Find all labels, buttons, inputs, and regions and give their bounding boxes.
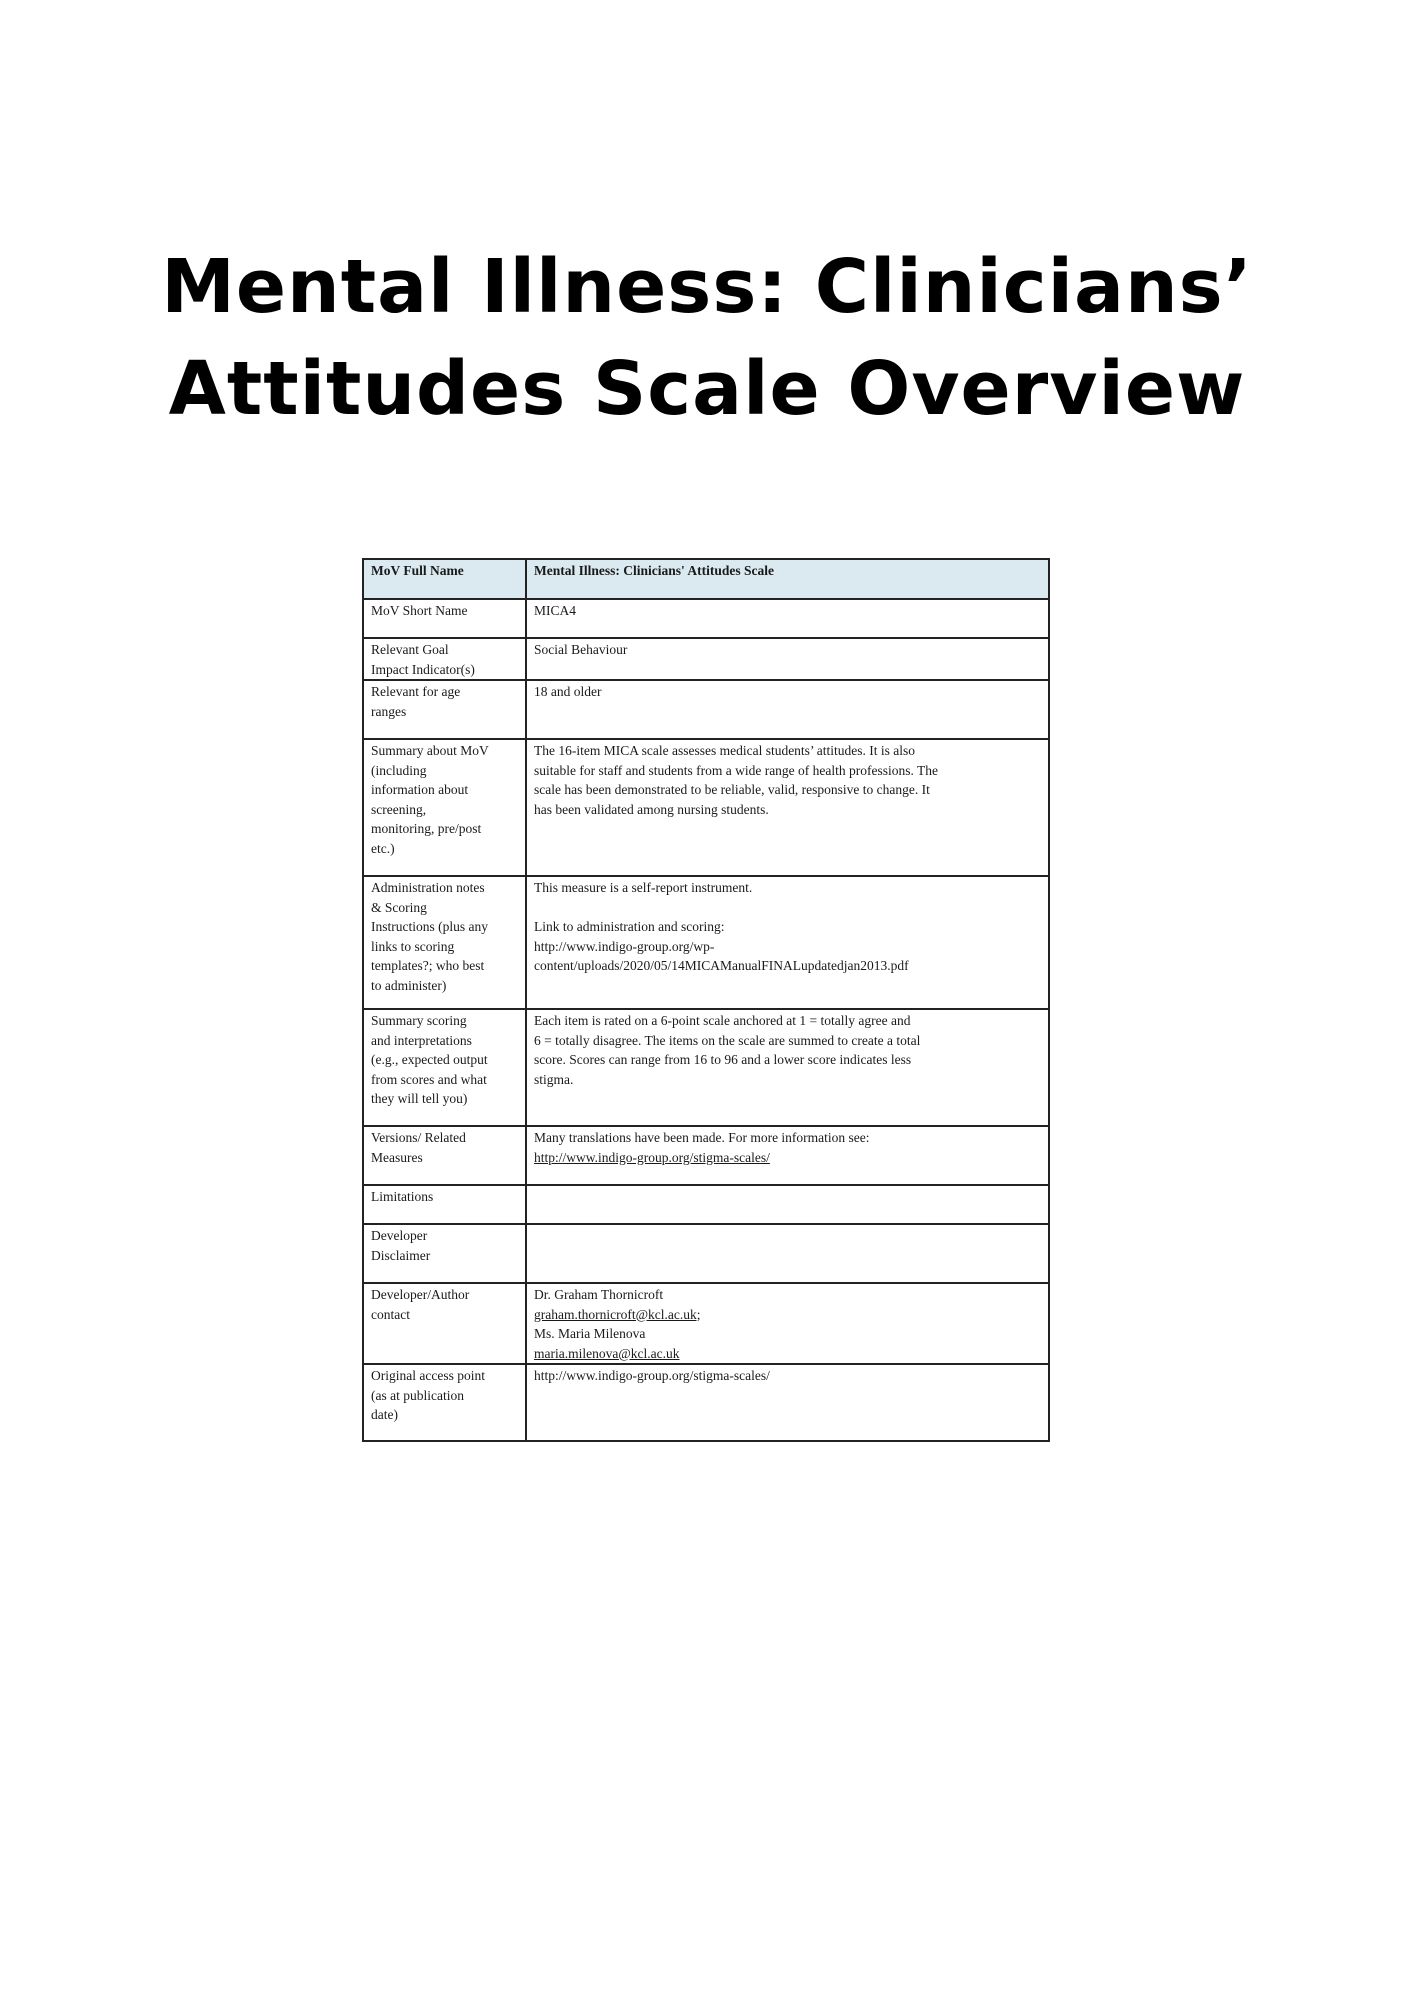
manual-url-line-2[interactable]: content/uploads/2020/05/14MICAManualFINALupdatedjan2013.pdf: [534, 958, 909, 973]
page-title-line-1: Mental Illness: Clinicians’: [161, 244, 1253, 330]
row-label: Developer/Author contact: [363, 1283, 526, 1364]
row-value: Social Behaviour: [526, 638, 1049, 680]
row-value: 18 and older: [526, 680, 1049, 739]
contact-name: Ms. Maria Milenova: [534, 1326, 646, 1341]
table-row-summary-about-mov: [363, 739, 1049, 876]
spacer: [534, 898, 1042, 918]
row-label: Administration notes & Scoring Instructions (plus any links to scoring templates?; who best to administer): [363, 876, 526, 1009]
row-value: Many translations have been made. For more information see: http://www.indigo-group.org/stigma-scales/: [526, 1126, 1049, 1185]
row-value: The 16-item MICA scale assesses medical students’ attitudes. It is also suitable for staff and students from a wide range of health professions. The scale has been demonstrated to be reliable, valid, responsive to change. It has been validated among nursing students.: [526, 739, 1049, 876]
contact-email-link[interactable]: graham.thornicroft@kcl.ac.uk;: [534, 1306, 701, 1322]
row-value: Each item is rated on a 6-point scale anchored at 1 = totally agree and 6 = totally disagree. The items on the scale are summed to create a total score. Scores can range from 16 to 96 and a lower score indicates less stigma.: [526, 1009, 1049, 1126]
stigma-scales-link[interactable]: http://www.indigo-group.org/stigma-scales/: [534, 1149, 770, 1165]
row-label: Developer Disclaimer: [363, 1224, 526, 1283]
row-label: Versions/ Related Measures: [363, 1126, 526, 1185]
table-row-administration-notes: [363, 876, 1049, 1009]
row-label: Relevant for age ranges: [363, 680, 526, 739]
table-row-author-contact: [363, 1283, 1049, 1364]
table-row-mov-full-name: [363, 559, 1049, 599]
mov-overview-table: [362, 558, 1050, 1442]
table-row-age-ranges: [363, 680, 1049, 739]
row-label: MoV Short Name: [363, 599, 526, 638]
row-label: Summary scoring and interpretations (e.g., expected output from scores and what they will tell you): [363, 1009, 526, 1126]
row-label: Limitations: [363, 1185, 526, 1224]
row-label: Summary about MoV (including information about screening, monitoring, pre/post etc.): [363, 739, 526, 876]
access-point-url[interactable]: http://www.indigo-group.org/stigma-scales/: [534, 1368, 770, 1383]
row-value-empty: [526, 1185, 1049, 1224]
table-row-goal-impact-indicator: [363, 638, 1049, 680]
row-label: Relevant Goal Impact Indicator(s): [363, 638, 526, 680]
contact-name: Dr. Graham Thornicroft: [534, 1287, 664, 1302]
table-row-original-access-point: [363, 1364, 1049, 1441]
page-title-line-2: Attitudes Scale Overview: [168, 346, 1246, 432]
table-row-summary-scoring: [363, 1009, 1049, 1126]
table-row-versions: [363, 1126, 1049, 1185]
manual-url-line-1[interactable]: http://www.indigo-group.org/wp-: [534, 938, 715, 954]
row-label: MoV Full Name: [363, 559, 526, 599]
row-value: [526, 1364, 1049, 1441]
page-title: [0, 236, 1414, 440]
row-label: Original access point (as at publication date): [363, 1364, 526, 1441]
row-value: Mental Illness: Clinicians' Attitudes Scale: [526, 559, 1049, 599]
table-row-developer-disclaimer: [363, 1224, 1049, 1283]
contact-email-link[interactable]: maria.milenova@kcl.ac.uk: [534, 1345, 680, 1361]
row-value-empty: [526, 1224, 1049, 1283]
row-value: [526, 1283, 1049, 1364]
table-row-limitations: [363, 1185, 1049, 1224]
table-row-mov-short-name: [363, 599, 1049, 638]
row-value: MICA4: [526, 599, 1049, 638]
row-value: This measure is a self-report instrument. Link to administration and scoring: http://www.indigo-group.org/wp- content/uploads/2020/05/14MICAManualFINALupdatedjan2013.pdf: [526, 876, 1049, 1009]
